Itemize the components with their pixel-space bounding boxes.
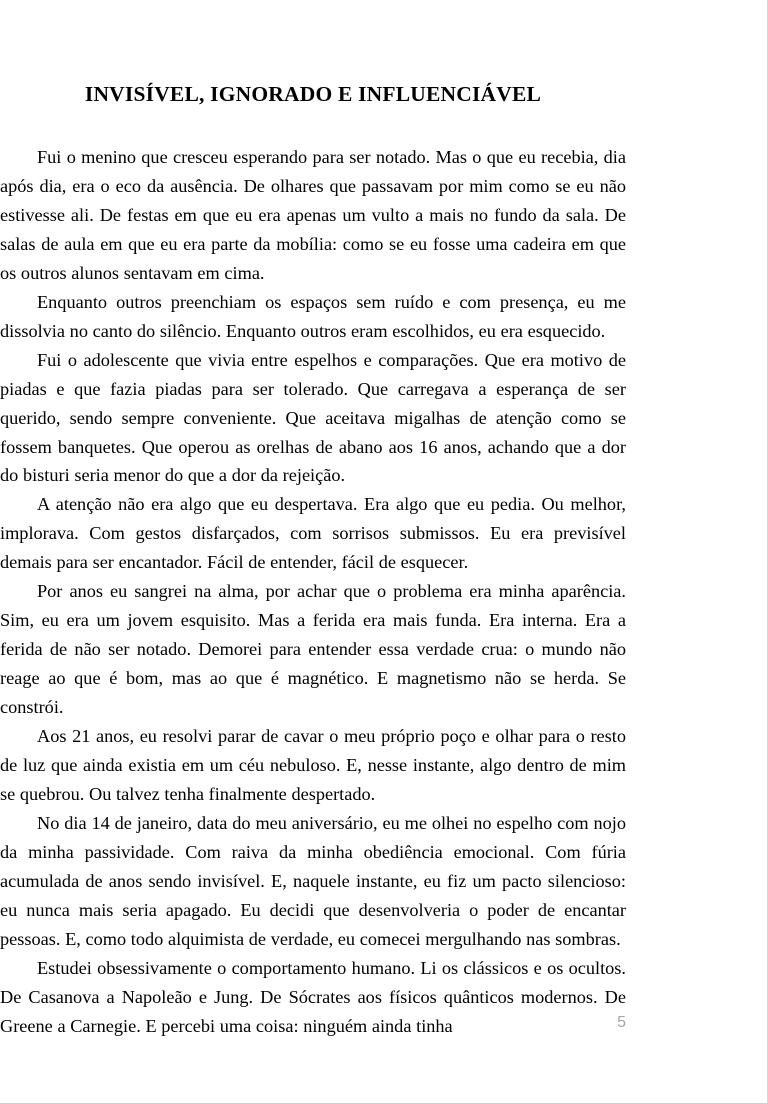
paragraph-3: Fui o adolescente que vivia entre espelhos e comparações. Que era motivo de piadas e que fazia piadas para ser tolerado. Que carregava a esperança de ser querido, sendo sempre conveniente. Que aceitava migalhas de atenção como se fossem banquetes. Que operou as orelhas de abano aos 16 anos, achando que a dor do bisturi seria menor do que a dor da rejeição. bbox=[0, 349, 626, 486]
paragraph-5: Por anos eu sangrei na alma, por achar que o problema era minha aparência. Sim, eu era um jovem esquisito. Mas a ferida era mais funda. Era interna. Era a ferida de não ser notado. Demorei para entender essa verdade crua: o mundo não reage ao que é bom, mas ao que é magnético. E magnetismo não se herda. Se constrói. bbox=[0, 581, 626, 718]
paragraph-1: Fui o menino que cresceu esperando para ser notado. Mas o que eu recebia, dia após dia, era o eco da ausência. De olhares que passavam por mim como se eu não estivesse ali. De festas em que eu era apenas um vulto a mais no fundo da sala. De salas de aula em que eu era parte da mobília: como se eu fosse uma cadeira em que os outros alunos sentavam em cima. bbox=[0, 147, 626, 283]
page-number: 5 bbox=[617, 1014, 626, 1031]
page-title: INVISÍVEL, IGNORADO E INFLUENCIÁVEL bbox=[84, 82, 542, 106]
body-text-container bbox=[0, 143, 626, 1041]
paragraph-2: Enquanto outros preenchiam os espaços sem ruído e com presença, eu me dissolvia no canto do silêncio. Enquanto outros eram escolhidos, eu era esquecido. bbox=[0, 291, 626, 341]
paragraph-7: No dia 14 de janeiro, data do meu aniversário, eu me olhei no espelho com nojo da minha passividade. Com raiva da minha obediência emocional. Com fúria acumulada de anos sendo invisível. E, naquele instante, eu fiz um pacto silencioso: eu nunca mais seria apagado. Eu decidi que desenvolveria o poder de encantar pessoas. E, como todo alquimista de verdade, eu comecei mergulhando nas sombras. bbox=[0, 812, 626, 949]
paragraph-4: A atenção não era algo que eu despertava. Era algo que eu pedia. Ou melhor, implorava. Com gestos disfarçados, com sorrisos submissos. Eu era previsível demais para ser encantador. Fácil de entender, fácil de esquecer. bbox=[0, 494, 626, 573]
paragraph-8: Estudei obsessivamente o comportamento humano. Li os clássicos e os ocultos. De Casanova a Napoleão e Jung. De Sócrates aos físicos quânticos modernos. De Greene a Carnegie. E percebi uma coisa: ninguém ainda tinha bbox=[0, 957, 626, 1036]
paragraph-6: Aos 21 anos, eu resolvi parar de cavar o meu próprio poço e olhar para o resto de luz que ainda existia em um céu nebuloso. E, nesse instante, algo dentro de mim se quebrou. Ou talvez tenha finalmente despertado. bbox=[0, 726, 626, 804]
